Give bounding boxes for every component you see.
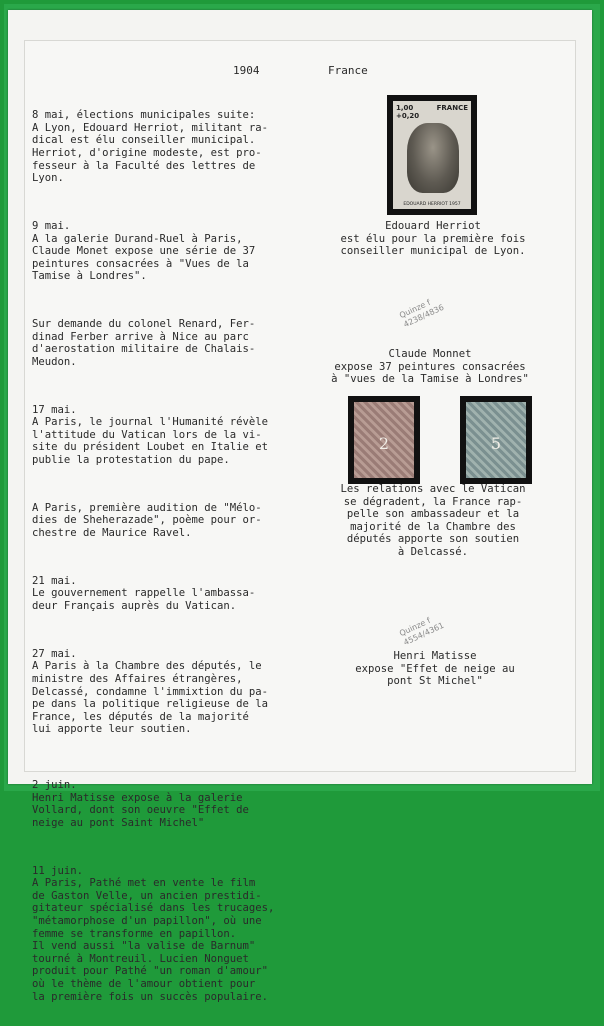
paragraph-herriot: 8 mai, élections municipales suite: A Lyon, Edouard Herriot, militant ra- dical est élu conseiller municipal. Herriot, d'origine modeste, est pro- fesseur à la Faculté des lettres de Lyon.: [32, 109, 268, 185]
paragraph-matisse: 2 juin. Henri Matisse expose à la galerie Vollard, dont son oeuvre "Effet de neige au pont Saint Michel": [32, 779, 249, 829]
stamp-name: EDOUARD HERRIOT 1957: [403, 202, 461, 207]
herriot-stamp: [387, 95, 477, 215]
paragraph-monet: 9 mai. A la galerie Durand-Ruel à Paris, Claude Monet expose une série de 37 peintures consacrées à "Vues de la Tamise à Londres".: [32, 219, 256, 283]
pencil-note-2: Quinze f 4554/4361: [398, 615, 446, 648]
stamp-mount-left: [348, 396, 420, 484]
stamp-price: 1,00 +0,20: [396, 104, 420, 120]
header-year: 1904: [233, 64, 260, 77]
pencil-note-1: Quinze f 4238/4836: [398, 297, 446, 330]
paragraph-ravel: A Paris, première audition de "Mélo- dies de Sheherazade", poème pour or- chestre de Maurice Ravel.: [32, 501, 262, 539]
stamp-value-left: 2: [378, 434, 390, 453]
text-column: [32, 84, 307, 1026]
header-country: France: [328, 64, 368, 77]
stamp-blanc-5c: [466, 402, 526, 478]
paragraph-ambassadeur: 21 mai. Le gouvernement rappelle l'ambassa- deur Français auprès du Vatican.: [32, 574, 256, 612]
paragraph-humanite: 17 mai. A Paris, le journal l'Humanité révèle l'attitude du Vatican lors de la vi- site du président Loubet en Italie et publie la protestation du pape.: [32, 403, 268, 467]
paragraph-ferber: Sur demande du colonel Renard, Fer- dinad Ferber arrive à Nice au parc d'aerostation militaire de Chalais- Meudon.: [32, 318, 256, 368]
stamp-value-right: 5: [490, 434, 502, 453]
paragraph-pathe: 11 juin. A Paris, Pathé met en vente le film de Gaston Velle, un ancien prestidi- gitateur spécialisé dans les trucages, "métamorphose d'un papillon", où une femme se transforme en papillon. Il vend aussi "la valise de Barnum" tourné à Montreuil. Lucien Nonguet produit pour Pathé "un roman d'amour" où le thème de l'amour obtient pour la première fois un succès populaire.: [32, 864, 275, 1003]
caption-vatican: Les relations avec le Vatican se dégradent, la France rap- pelle son ambassadeur et la majorité de la Chambre des députés apporte son soutien à Delcassé.: [340, 483, 526, 558]
stamp-blanc-2c: [354, 402, 414, 478]
stamp-country: FRANCE: [436, 104, 468, 112]
stamp-mount-right: [460, 396, 532, 484]
herriot-stamp-image: [393, 101, 471, 209]
caption-matisse: Henri Matisse expose "Effet de neige au pont St Michel": [355, 650, 515, 688]
caption-monet: Claude Monnet expose 37 peintures consacrées à "vues de la Tamise à Londres": [331, 348, 529, 386]
paragraph-delcasse: 27 mai. A Paris à la Chambre des députés, le ministre des Affaires étrangères, Delcassé, condamne l'immixtion du pa- pe dans la politique religieuse de la France, les députés de la majorité lui apporte leur soutien.: [32, 647, 268, 736]
caption-herriot: Edouard Herriot est élu pour la première fois conseiller municipal de Lyon.: [340, 220, 526, 258]
portrait: [407, 123, 459, 193]
